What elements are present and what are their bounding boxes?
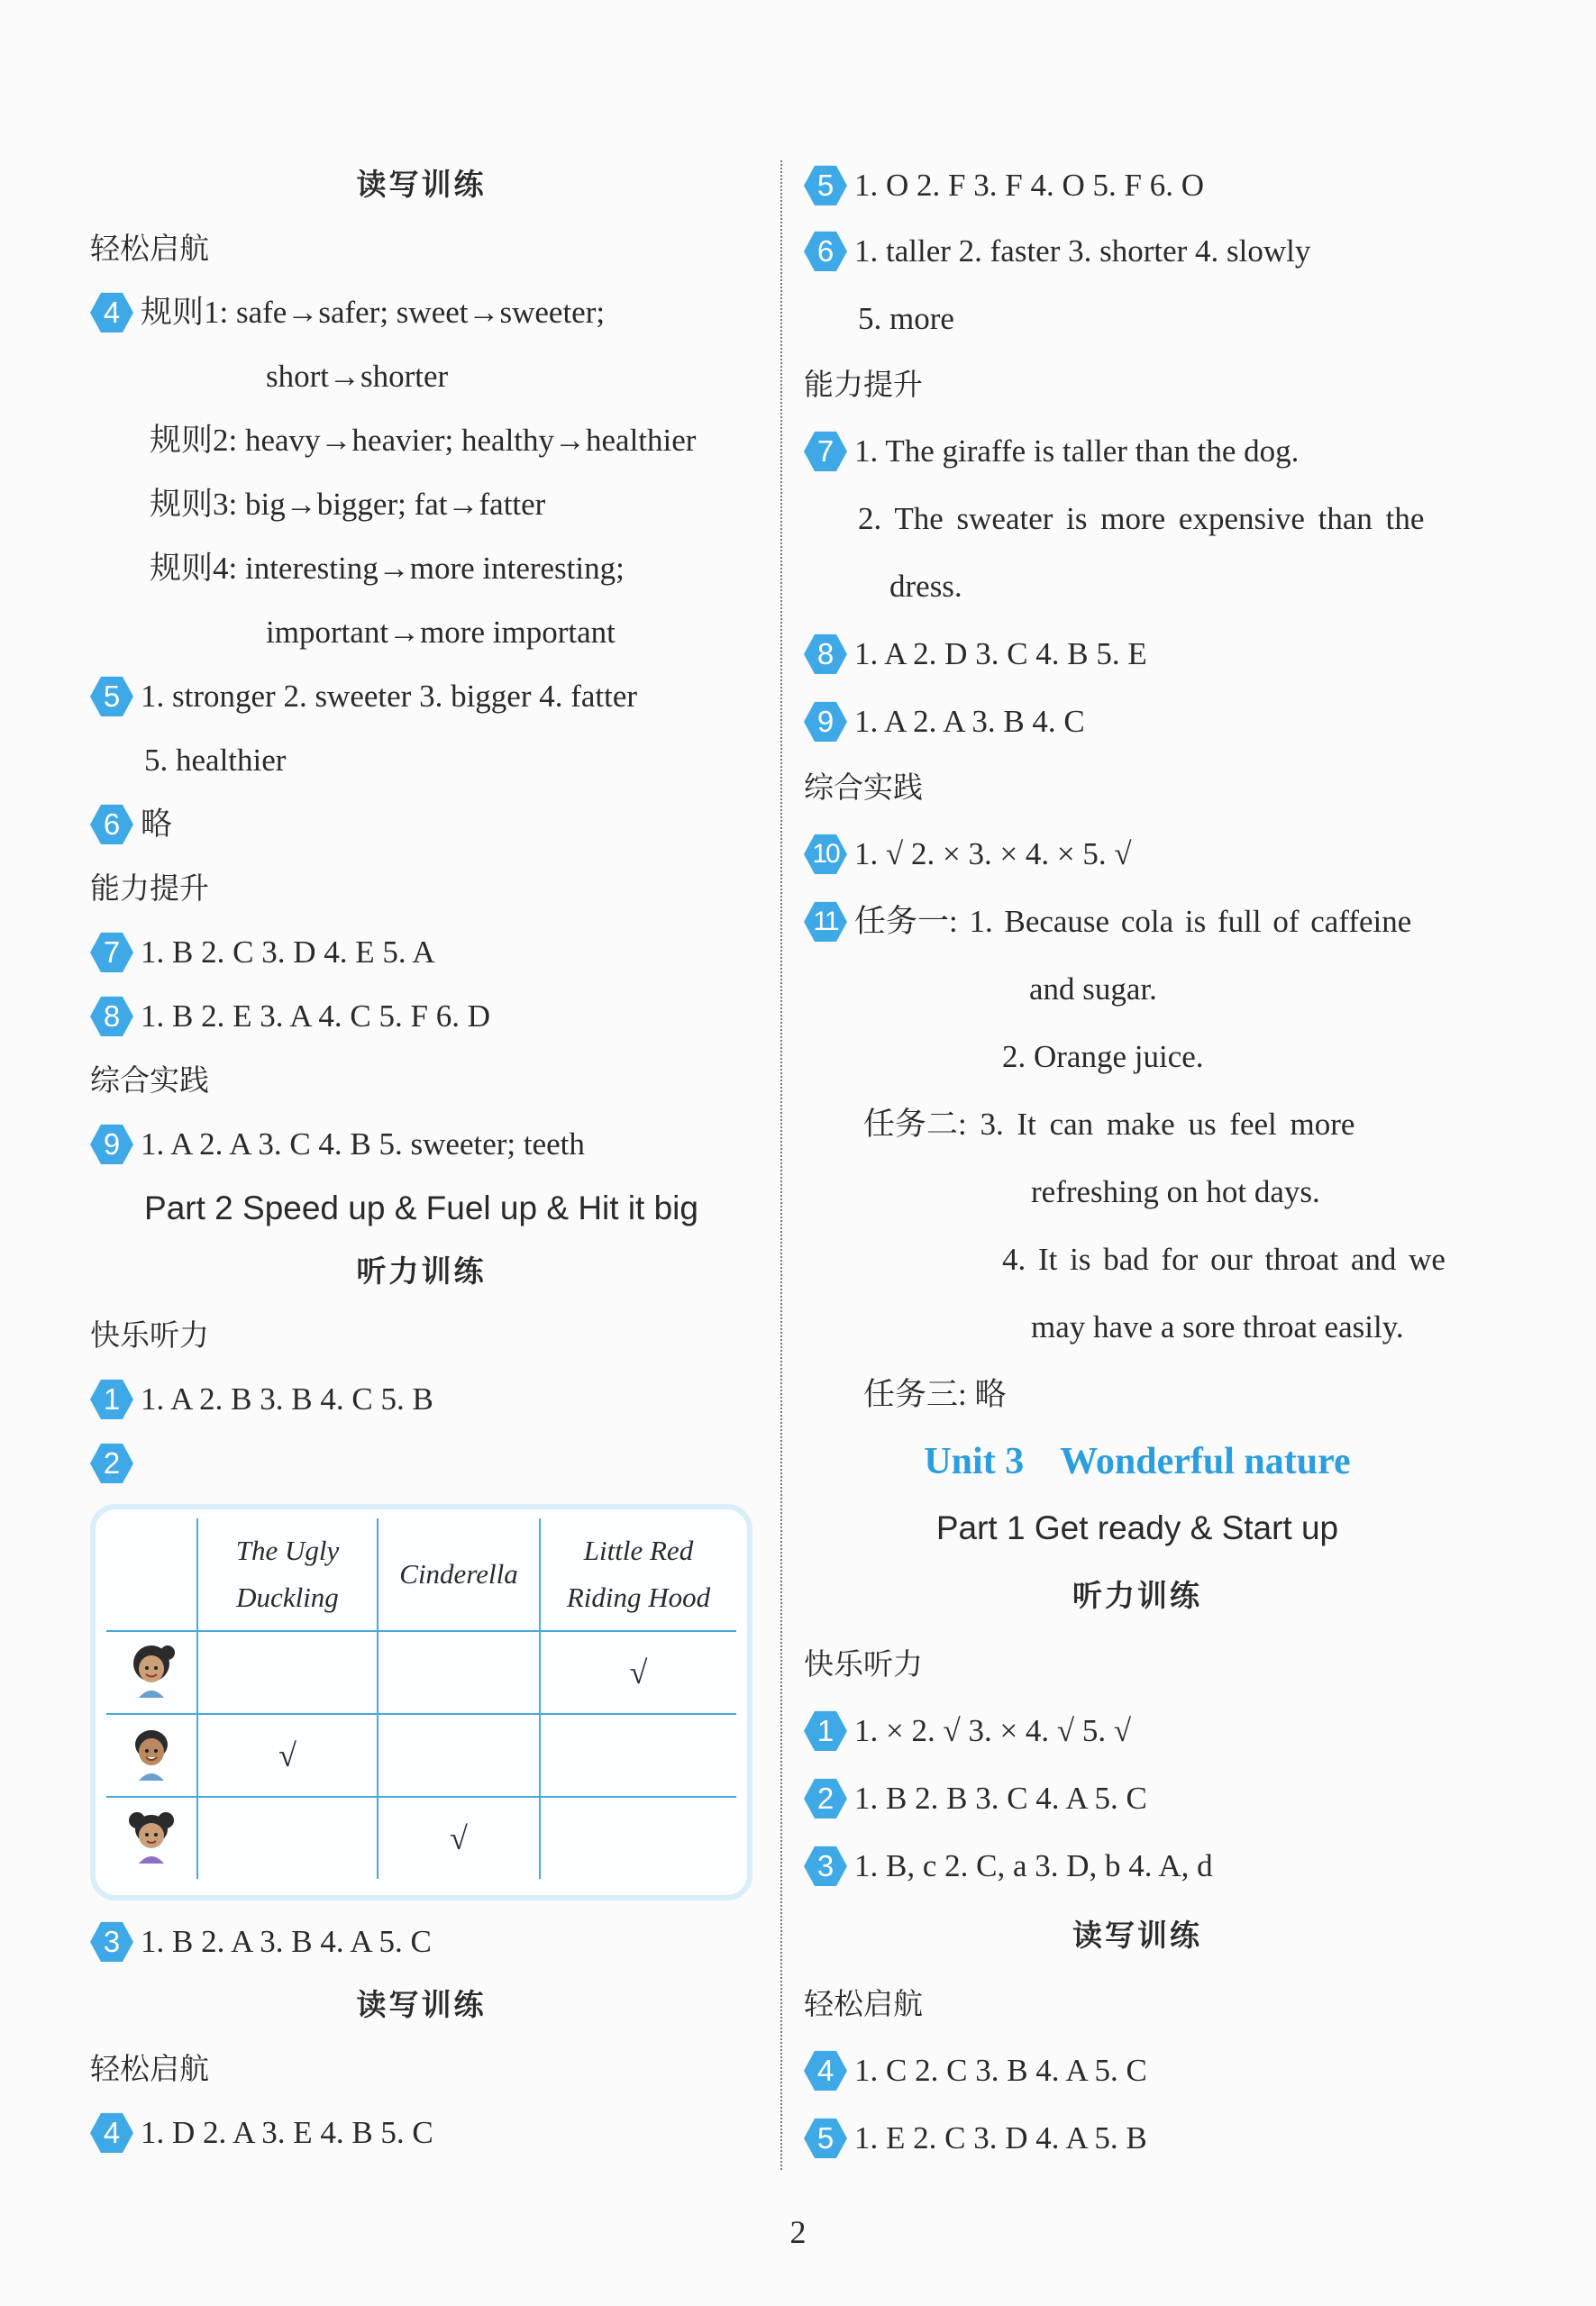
exercise-5 bbox=[90, 664, 752, 728]
number-badge: 8 bbox=[90, 995, 133, 1038]
subsection-heading: 快乐听力 bbox=[804, 1646, 923, 1682]
story-table-box bbox=[90, 1504, 752, 1900]
exercise-5 bbox=[804, 153, 1471, 217]
section-heading: 读写训练 bbox=[356, 167, 487, 202]
table-cell bbox=[378, 1714, 540, 1797]
number-badge: 4 bbox=[90, 2111, 133, 2155]
number-badge: 10 bbox=[804, 833, 847, 876]
answer-line: may have a sore throat easily. bbox=[1031, 1309, 1404, 1344]
reading-5 bbox=[804, 2104, 1471, 2172]
column-header: Cinderella bbox=[378, 1518, 540, 1631]
answer-text: 1. A 2. A 3. B 4. C bbox=[854, 704, 1085, 739]
number-badge: 6 bbox=[90, 803, 133, 846]
avatar-header-cell bbox=[106, 1518, 197, 1631]
part-title: Part 1 Get ready & Start up bbox=[935, 1509, 1339, 1546]
answer-text: 1. B 2. C 3. D 4. E 5. A bbox=[141, 934, 435, 970]
number-badge: 2 bbox=[90, 1442, 133, 1485]
number-badge: 1 bbox=[90, 1378, 133, 1421]
number-badge: 9 bbox=[804, 700, 847, 743]
answer-text: 1. B, c 2. C, a 3. D, b 4. A, d bbox=[854, 1848, 1213, 1883]
right-column bbox=[804, 153, 1471, 2172]
number-badge: 3 bbox=[804, 1845, 847, 1888]
number-badge: 4 bbox=[90, 291, 133, 334]
answer-line: 4. It is bad for our throat and we bbox=[1002, 1242, 1446, 1277]
number-badge: 9 bbox=[90, 1123, 133, 1166]
exercise-8 bbox=[90, 984, 752, 1048]
part-title: Part 2 Speed up & Fuel up & Hit it big bbox=[144, 1189, 698, 1226]
exercise-6 bbox=[804, 217, 1471, 285]
answer-line: dress. bbox=[889, 569, 962, 604]
reading-4 bbox=[804, 2037, 1471, 2104]
subsection-heading: 综合实践 bbox=[90, 1062, 209, 1098]
story-table bbox=[106, 1518, 736, 1879]
answer-line: short→shorter bbox=[266, 359, 449, 394]
section-heading: 听力训练 bbox=[1072, 1578, 1202, 1613]
column-divider bbox=[780, 160, 782, 2170]
answer-text: 1. A 2. D 3. C 4. B 5. E bbox=[854, 636, 1147, 671]
answer-line: 规则3: big→bigger; fat→fatter bbox=[150, 487, 546, 522]
exercise-4 bbox=[90, 280, 752, 344]
exercise-6 bbox=[90, 792, 752, 856]
number-badge: 5 bbox=[804, 2117, 847, 2160]
number-badge: 11 bbox=[804, 900, 847, 943]
answer-text: 1. √ 2. × 3. × 4. × 5. √ bbox=[854, 836, 1132, 871]
girl-buns-avatar-icon bbox=[106, 1797, 197, 1879]
exercise-10 bbox=[804, 820, 1471, 888]
table-cell bbox=[197, 1797, 378, 1879]
answer-line: 任务三: 略 bbox=[863, 1377, 1007, 1412]
boy-avatar-icon bbox=[106, 1714, 197, 1797]
number-badge: 5 bbox=[804, 164, 847, 207]
answer-line: 规则2: heavy→heavier; healthy→healthier bbox=[150, 423, 697, 458]
page-number: 2 bbox=[789, 2214, 807, 2250]
answer-text: 1. B 2. E 3. A 4. C 5. F 6. D bbox=[141, 998, 490, 1034]
answer-line: and sugar. bbox=[1029, 971, 1157, 1007]
section-heading: 听力训练 bbox=[356, 1253, 487, 1289]
subsection-heading: 轻松启航 bbox=[804, 1986, 923, 2021]
number-badge: 4 bbox=[804, 2049, 847, 2092]
answer-text: 1. B 2. B 3. C 4. A 5. C bbox=[854, 1781, 1147, 1816]
listening-1 bbox=[804, 1697, 1471, 1764]
answer-text: 任务一: 1. Because cola is full of caffeine bbox=[854, 904, 1412, 939]
unit-title: Unit 3 Wonderful nature bbox=[924, 1441, 1351, 1482]
answer-text: 1. C 2. C 3. B 4. A 5. C bbox=[854, 2053, 1147, 2088]
answer-text: 略 bbox=[141, 807, 173, 842]
exercise-7 bbox=[90, 920, 752, 984]
subsection-heading: 轻松启航 bbox=[90, 2051, 209, 2086]
answer-text: 1. E 2. C 3. D 4. A 5. B bbox=[854, 2120, 1147, 2156]
number-badge: 7 bbox=[804, 430, 847, 473]
answer-line: 5. more bbox=[858, 301, 954, 336]
listening-2 bbox=[90, 1431, 752, 1495]
answer-text: 1. × 2. √ 3. × 4. √ 5. √ bbox=[854, 1713, 1132, 1748]
table-cell bbox=[378, 1631, 540, 1714]
answer-line: important→more important bbox=[266, 615, 616, 650]
listening-3 bbox=[90, 1910, 752, 1973]
answer-text: 1. A 2. B 3. B 4. C 5. B bbox=[141, 1381, 433, 1417]
number-badge: 8 bbox=[804, 633, 847, 676]
answer-text: 1. stronger 2. sweeter 3. bigger 4. fatter bbox=[141, 679, 638, 714]
listening-3 bbox=[804, 1832, 1471, 1900]
exercise-7 bbox=[804, 417, 1471, 485]
left-column bbox=[90, 153, 752, 2165]
number-badge: 7 bbox=[90, 931, 133, 974]
check-mark: √ bbox=[378, 1797, 540, 1879]
column-header: Little Red Riding Hood bbox=[540, 1518, 736, 1631]
answer-text: 1. The giraffe is taller than the dog. bbox=[854, 433, 1300, 469]
number-badge: 2 bbox=[804, 1777, 847, 1820]
exercise-9 bbox=[90, 1112, 752, 1176]
subsection-heading: 综合实践 bbox=[804, 770, 923, 805]
number-badge: 3 bbox=[90, 1920, 133, 1964]
section-heading: 读写训练 bbox=[1072, 1918, 1202, 1953]
number-badge: 5 bbox=[90, 675, 133, 718]
section-heading: 读写训练 bbox=[356, 1987, 487, 2022]
reading-4 bbox=[90, 2101, 752, 2165]
answer-text: 1. B 2. A 3. B 4. A 5. C bbox=[141, 1924, 432, 1959]
answer-line: 任务二: 3. It can make us feel more bbox=[863, 1107, 1355, 1142]
girl-avatar-icon bbox=[106, 1631, 197, 1714]
subsection-heading: 轻松启航 bbox=[90, 231, 209, 266]
answer-text: 1. O 2. F 3. F 4. O 5. F 6. O bbox=[854, 168, 1204, 203]
answer-text: 1. A 2. A 3. C 4. B 5. sweeter; teeth bbox=[141, 1126, 585, 1162]
answer-text: 1. D 2. A 3. E 4. B 5. C bbox=[141, 2115, 433, 2150]
listening-1 bbox=[90, 1367, 752, 1431]
table-cell bbox=[540, 1714, 736, 1797]
subsection-heading: 能力提升 bbox=[804, 367, 923, 402]
answer-line: 规则4: interesting→more interesting; bbox=[150, 551, 625, 586]
number-badge: 1 bbox=[804, 1709, 847, 1753]
exercise-11 bbox=[804, 888, 1471, 955]
number-badge: 6 bbox=[804, 230, 847, 273]
answer-line: 2. The sweater is more expensive than the bbox=[858, 501, 1425, 536]
answer-line: 5. healthier bbox=[144, 743, 287, 778]
subsection-heading: 能力提升 bbox=[90, 870, 209, 906]
listening-2 bbox=[804, 1764, 1471, 1832]
table-cell bbox=[197, 1631, 378, 1714]
answer-text: 1. taller 2. faster 3. shorter 4. slowly bbox=[854, 233, 1311, 269]
exercise-9 bbox=[804, 688, 1471, 755]
check-mark: √ bbox=[540, 1631, 736, 1714]
answer-line: refreshing on hot days. bbox=[1031, 1174, 1320, 1209]
answer-line: 2. Orange juice. bbox=[1002, 1039, 1204, 1074]
table-cell bbox=[540, 1797, 736, 1879]
answer-text: 规则1: safe→safer; sweet→sweeter; bbox=[141, 295, 606, 330]
subsection-heading: 快乐听力 bbox=[90, 1317, 209, 1353]
exercise-8 bbox=[804, 620, 1471, 688]
column-header: The Ugly Duckling bbox=[197, 1518, 378, 1631]
check-mark: √ bbox=[197, 1714, 378, 1797]
